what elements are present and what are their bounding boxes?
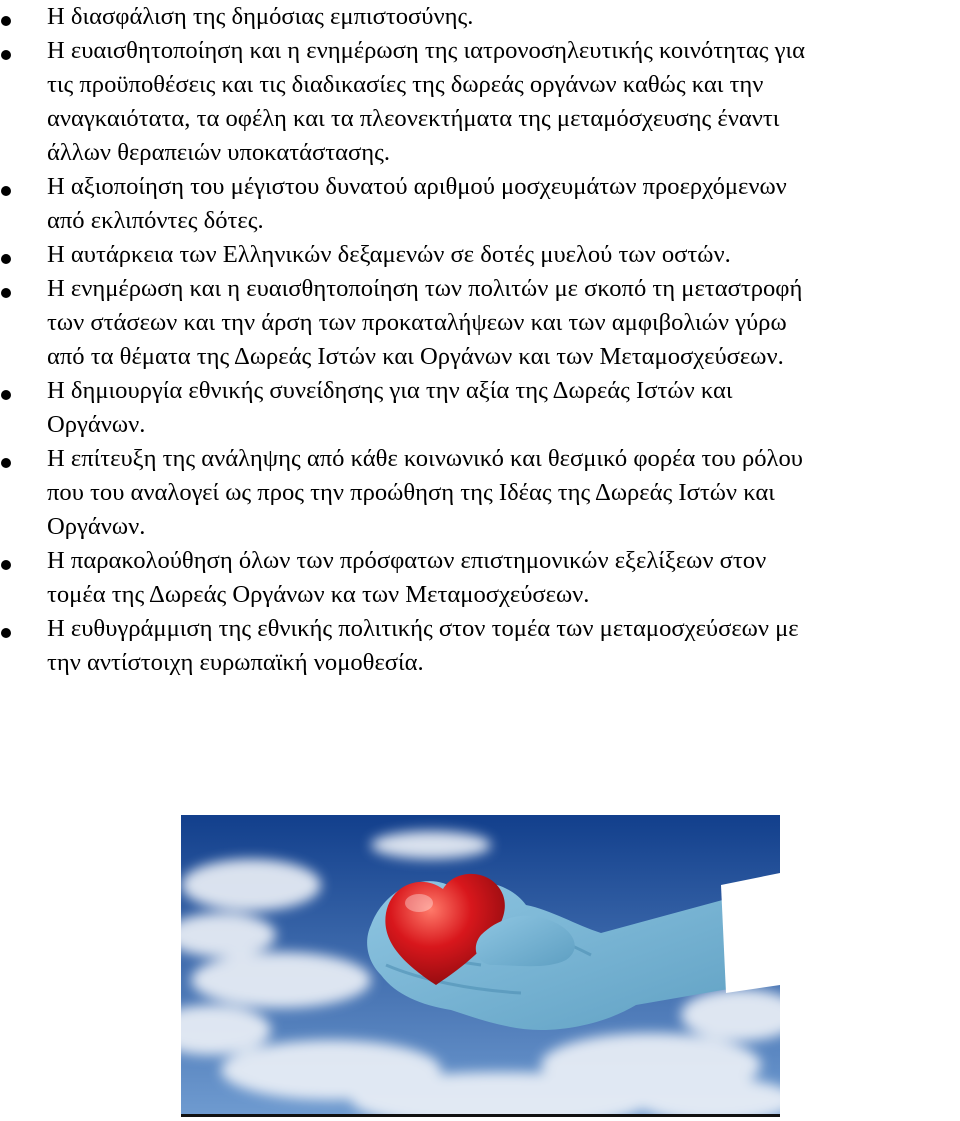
bullet-line: Η διασφάλιση της δημόσιας εμπιστοσύνης. bbox=[47, 3, 474, 30]
hand-holding-heart-photo bbox=[181, 815, 780, 1116]
bullet-line: Η επίτευξη της ανάληψης από κάθε κοινωνικό και θεσμικό φορέα του ρόλου bbox=[47, 445, 803, 472]
bullet-dot-icon bbox=[0, 272, 13, 306]
bullet-line: Η ενημέρωση και η ευαισθητοποίηση των πολιτών με σκοπό τη μεταστροφή bbox=[47, 275, 803, 302]
bullet-line: Οργάνων. bbox=[47, 411, 146, 438]
bullet-item bbox=[0, 272, 960, 374]
sleeve bbox=[721, 873, 780, 993]
bullet-item bbox=[0, 170, 960, 238]
bullet-item bbox=[0, 612, 960, 680]
bullet-line: τις προϋποθέσεις και τις διαδικασίες της δωρεάς οργάνων καθώς και την bbox=[47, 71, 764, 98]
photo-border-line bbox=[181, 1114, 780, 1117]
bullet-item bbox=[0, 442, 960, 544]
bullet-line: που του αναλογεί ως προς την προώθηση της Ιδέας της Δωρεάς Ιστών και bbox=[47, 479, 775, 506]
bullet-line: αναγκαιότατα, τα οφέλη και τα πλεονεκτήματα της μεταμόσχευσης έναντι bbox=[47, 105, 780, 132]
bullet-item bbox=[0, 544, 960, 612]
bullet-line: Η αξιοποίηση του μέγιστου δυνατού αριθμού μοσχευμάτων προερχόμενων bbox=[47, 173, 787, 200]
bullet-item bbox=[0, 238, 960, 272]
bullet-dot-icon bbox=[0, 0, 13, 34]
bullet-line: άλλων θεραπειών υποκατάστασης. bbox=[47, 139, 391, 166]
bullet-line: Η ευθυγράμμιση της εθνικής πολιτικής στον τομέα των μεταμοσχεύσεων με bbox=[47, 615, 799, 642]
bullet-dot-icon bbox=[0, 170, 13, 204]
bullet-dot-icon bbox=[0, 544, 13, 578]
gloved-hand-holding-heart-icon bbox=[181, 815, 780, 1116]
bullet-item bbox=[0, 0, 960, 34]
bullet-line: τομέα της Δωρεάς Οργάνων κα των Μεταμοσχεύσεων. bbox=[47, 581, 590, 608]
bullet-item bbox=[0, 374, 960, 442]
bullet-line: από εκλιπόντες δότες. bbox=[47, 207, 264, 234]
bullet-line: Η παρακολούθηση όλων των πρόσφατων επιστημονικών εξελίξεων στον bbox=[47, 547, 767, 574]
bullet-dot-icon bbox=[0, 612, 13, 646]
bullet-line: Η δημιουργία εθνικής συνείδησης για την αξία της Δωρεάς Ιστών και bbox=[47, 377, 733, 404]
bullet-dot-icon bbox=[0, 442, 13, 476]
bullet-line: Η αυτάρκεια των Ελληνικών δεξαμενών σε δοτές μυελού των οστών. bbox=[47, 241, 731, 268]
bullet-line: από τα θέματα της Δωρεάς Ιστών και Οργάνων και των Μεταμοσχεύσεων. bbox=[47, 343, 784, 370]
bullet-line: Οργάνων. bbox=[47, 513, 146, 540]
bullet-line: Η ευαισθητοποίηση και η ενημέρωση της ιατρονοσηλευτικής κοινότητας για bbox=[47, 37, 805, 64]
bullet-line: την αντίστοιχη ευρωπαϊκή νομοθεσία. bbox=[47, 649, 424, 676]
bullet-line: των στάσεων και την άρση των προκαταλήψεων και των αμφιβολιών γύρω bbox=[47, 309, 787, 336]
bullet-dot-icon bbox=[0, 374, 13, 408]
bullet-dot-icon bbox=[0, 34, 13, 68]
bullet-item bbox=[0, 34, 960, 170]
bullet-dot-icon bbox=[0, 238, 13, 272]
